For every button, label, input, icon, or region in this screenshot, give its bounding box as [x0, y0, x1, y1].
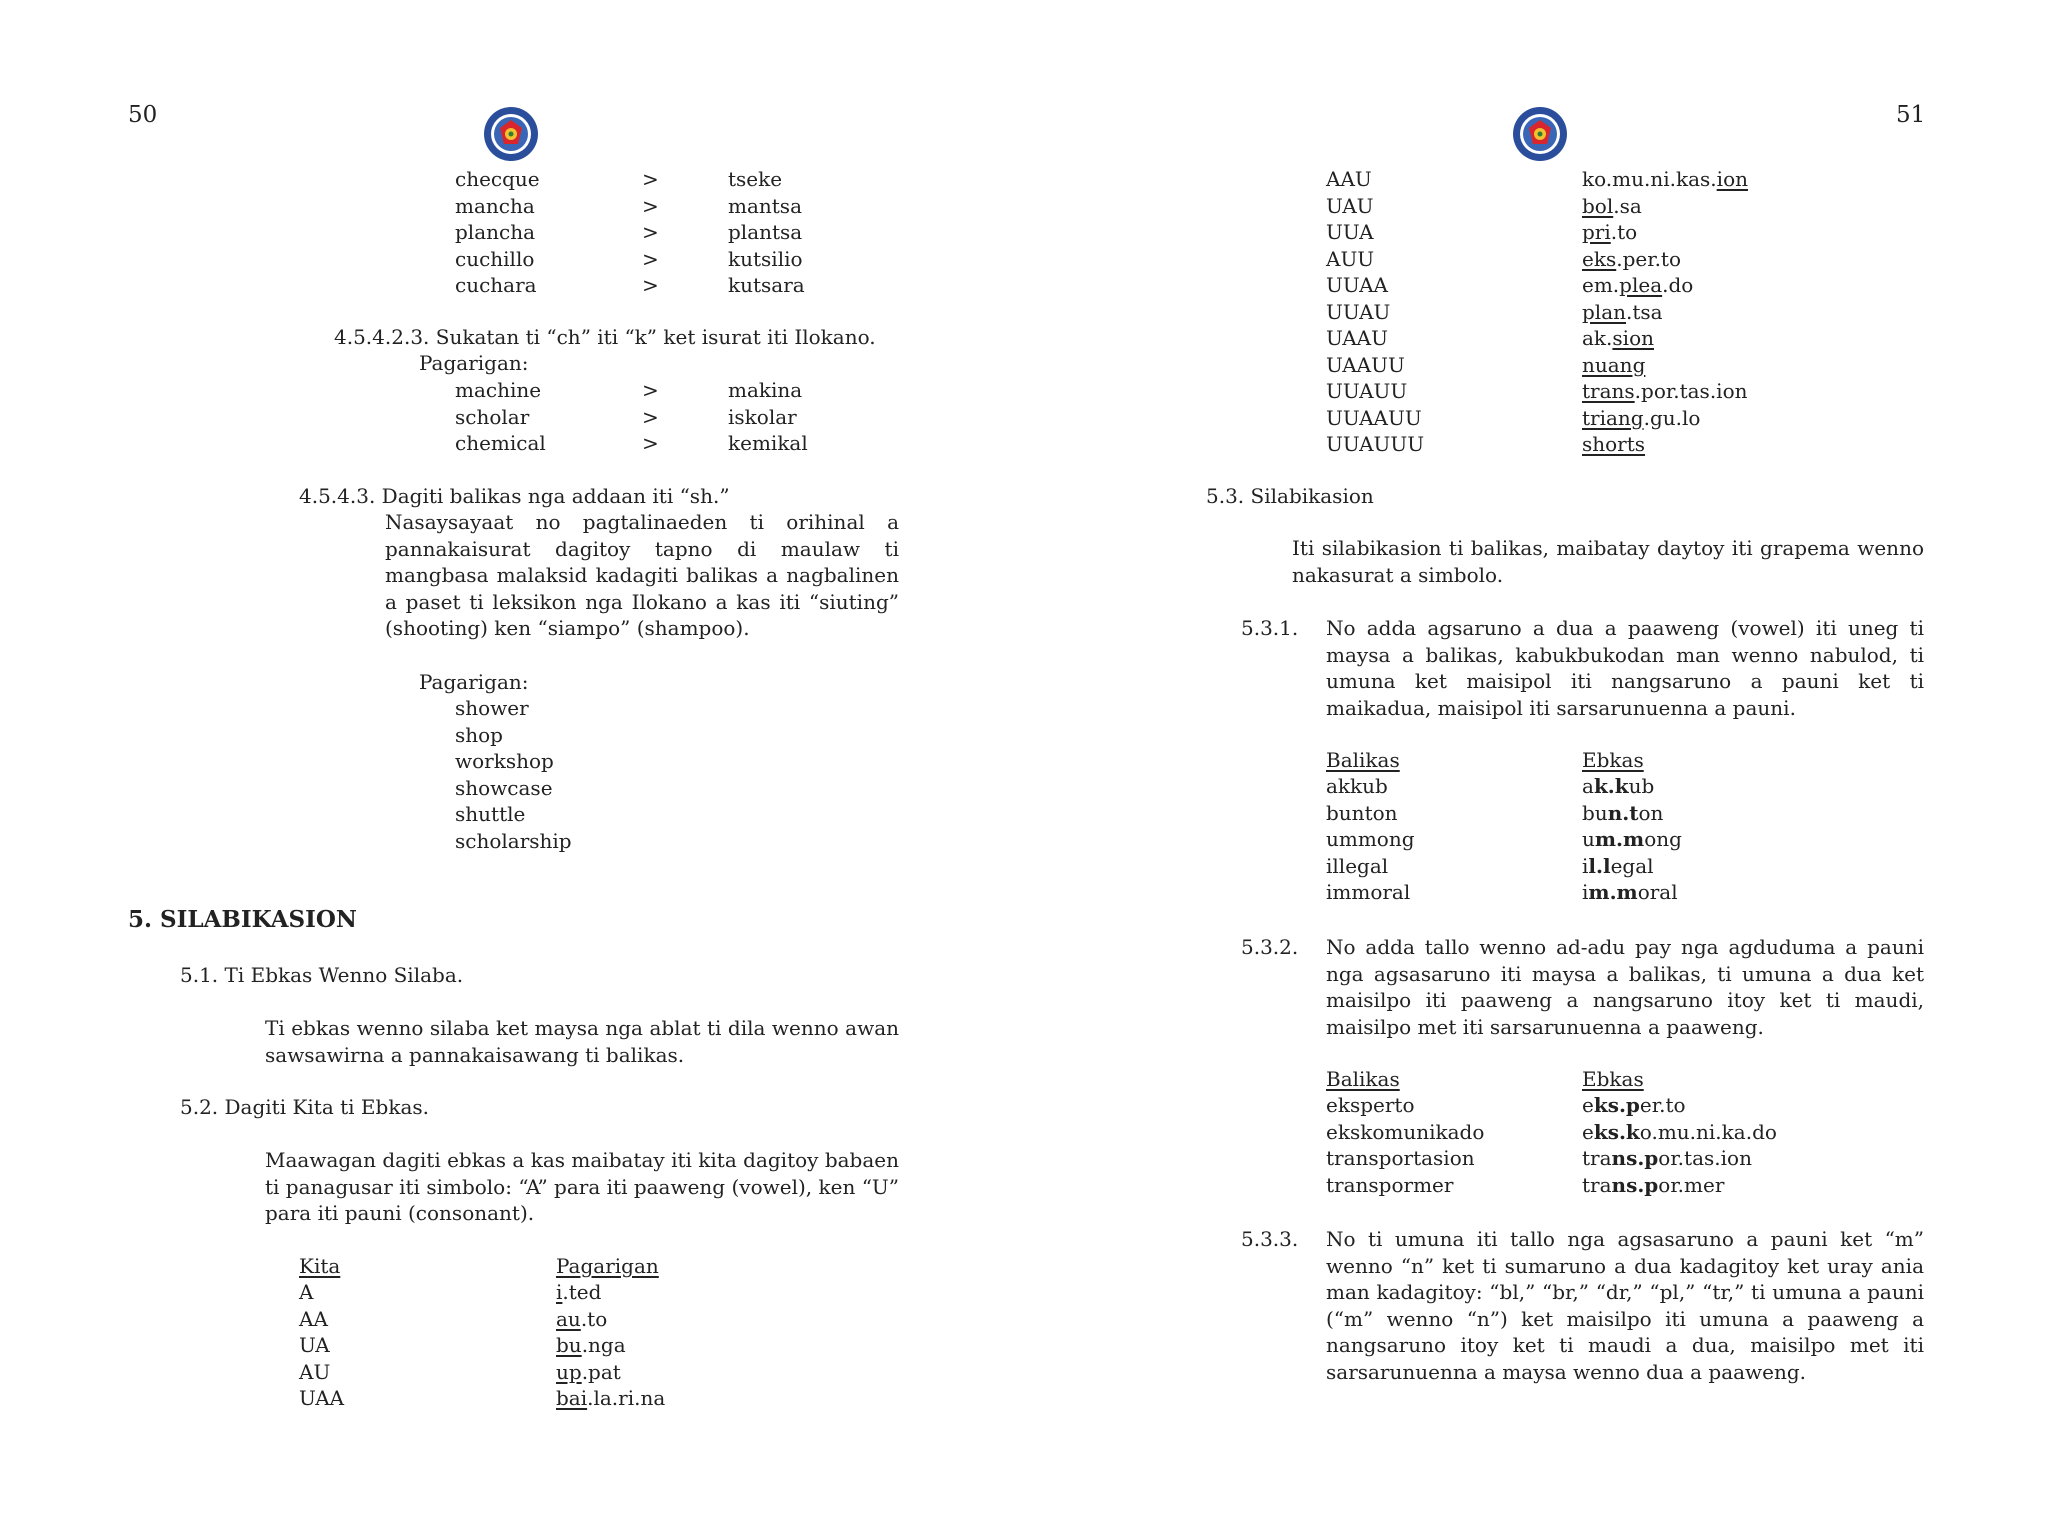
syllable-example — [1582, 378, 1748, 405]
ebkas-boundary: k.k — [1593, 774, 1629, 798]
ebkas-boundary: l.l — [1588, 853, 1611, 878]
syllable-example — [1582, 166, 1748, 193]
ebkas-split — [1582, 879, 1678, 906]
syllable-example — [1582, 246, 1681, 273]
syllable-example — [1582, 325, 1654, 352]
ebkas-suffix: o.mu.ni.ka.do — [1639, 1119, 1777, 1144]
example-rest: .gu.lo — [1643, 405, 1701, 430]
ebkas-suffix: oral — [1637, 880, 1678, 904]
ebkas-suffix: on — [1638, 800, 1664, 825]
example-underlined-syllable: pri — [1582, 220, 1611, 244]
arrow-symbol: > — [642, 220, 659, 244]
ebkas-split — [1582, 1145, 1752, 1172]
syllable-pattern: UAA — [299, 1386, 345, 1410]
ebkas-split — [1582, 1119, 1777, 1146]
rule-4-5-4-3: 4.5.4.3. Dagiti balikas nga addaan iti “sh.” — [299, 484, 730, 508]
ebkas-boundary: m.m — [1588, 880, 1638, 904]
ebkas-suffix: ong — [1644, 827, 1682, 851]
section-5-2-paragraph: Maawagan dagiti ebkas a kas maibatay iti kita dagitoy babaen ti panagusar iti simbolo: “A” para iti paaweng (vowel), ken “U” para iti pauni (consonant). — [265, 1148, 899, 1225]
source-word: machine — [455, 378, 542, 402]
page-number: 50 — [128, 102, 158, 128]
syllable-example — [556, 1332, 626, 1359]
ebkas-split — [1582, 1092, 1686, 1119]
example-underlined-syllable: triang — [1582, 405, 1644, 430]
ebkas-prefix: u — [1582, 827, 1595, 851]
syllable-pattern: UAU — [1326, 193, 1374, 218]
section-5-3-3-number: 5.3.3. — [1241, 1227, 1299, 1251]
example-rest: .pat — [581, 1359, 621, 1384]
balikas-header: Balikas — [1326, 1067, 1400, 1091]
example-underlined-syllable: ion — [1716, 167, 1748, 191]
example-underlined-syllable: eks — [1582, 246, 1617, 271]
balikas-word: ummong — [1326, 827, 1415, 851]
balikas-word: immoral — [1326, 880, 1411, 904]
ebkas-header: Ebkas — [1582, 748, 1644, 772]
ebkas-suffix: or.tas.ion — [1658, 1146, 1752, 1170]
ilokano-word: mantsa — [728, 193, 802, 218]
example-word: shuttle — [455, 802, 526, 826]
syllable-example — [1582, 352, 1645, 379]
example-word: scholarship — [455, 828, 572, 853]
example-underlined-syllable: bol — [1582, 193, 1614, 218]
example-prefix: ak. — [1582, 326, 1613, 350]
ebkas-boundary: m.m — [1594, 827, 1645, 851]
example-underlined-syllable: plea — [1619, 273, 1663, 297]
arrow-symbol: > — [642, 378, 659, 402]
section-5-3-3-paragraph: No ti umuna iti tallo nga agsasaruno a pauni ket “m” wenno “n” ket ti sumaruno a dua kadagitoy ket uray ania man kadagitoy: “bl,” “br,” “dr,” “pl,” “tr,” ti umuna a pauni (“m” wenno “n”) ket maisilpo iti umuna a paaweng a nangsaruno itoy ket ti maudi a dua, maisilpo met iti sarsarunuenna a maysa wenno dua a paaweng. — [1326, 1227, 1924, 1384]
source-word: cuchara — [455, 273, 537, 297]
example-word: shower — [455, 696, 529, 720]
ebkas-boundary: ks.k — [1593, 1119, 1640, 1144]
ebkas-split — [1582, 800, 1663, 827]
page-number: 51 — [1896, 102, 1926, 128]
source-word: plancha — [455, 220, 536, 244]
section-5-3-1-paragraph: No adda agsaruno a dua a paaweng (vowel) iti uneg ti maysa a balikas, kabukbukodan man wenno nabulod, ti umuna ket maisipol iti nangsaruno a pauni ket ti maikadua, maisipol iti sarsarunuenna a pauni. — [1326, 616, 1924, 720]
example-underlined-syllable: up — [556, 1359, 582, 1384]
example-rest: .la.ri.na — [587, 1386, 666, 1410]
example-rest: .sa — [1613, 193, 1642, 218]
example-underlined-syllable: trans — [1582, 379, 1635, 403]
balikas-header: Balikas — [1326, 748, 1400, 772]
syllable-pattern: UA — [299, 1333, 330, 1357]
syllable-example — [1582, 193, 1642, 220]
section-5-1-paragraph: Ti ebkas wenno silaba ket maysa nga ablat ti dila wenno awan sawsawirna a pannakaisawang ti balikas. — [265, 1016, 899, 1067]
pagarigan-label: Pagarigan: — [419, 351, 529, 375]
syllable-example — [1582, 431, 1645, 458]
example-rest: .nga — [581, 1333, 626, 1357]
syllable-pattern: A — [299, 1280, 314, 1304]
section-5-heading: 5. SILABIKASION — [128, 906, 357, 933]
example-underlined-syllable: au — [556, 1306, 581, 1331]
syllable-example — [1582, 405, 1700, 432]
syllable-pattern: UAAUU — [1326, 352, 1405, 377]
syllable-pattern: AA — [299, 1306, 328, 1331]
balikas-word: illegal — [1326, 853, 1389, 878]
syllable-example — [556, 1279, 601, 1306]
example-underlined-syllable: nuang — [1582, 352, 1646, 377]
ilokano-word: kutsilio — [728, 246, 803, 271]
section-5-1-title: 5.1. Ti Ebkas Wenno Silaba. — [180, 963, 464, 987]
example-underlined-syllable: bu — [556, 1333, 582, 1357]
example-rest: .per.to — [1616, 246, 1682, 271]
example-prefix: ko.mu.ni.kas. — [1582, 167, 1717, 191]
example-underlined-syllable: bai — [556, 1386, 588, 1410]
pagarigan-label: Pagarigan: — [419, 670, 529, 694]
arrow-symbol: > — [642, 246, 659, 271]
ebkas-suffix: ub — [1628, 774, 1655, 798]
example-underlined-syllable: shorts — [1582, 432, 1646, 456]
arrow-symbol: > — [642, 167, 659, 191]
pagarigan-header: Pagarigan — [556, 1254, 659, 1278]
syllable-example — [556, 1306, 607, 1333]
balikas-word: akkub — [1326, 774, 1388, 798]
ilokano-word: kemikal — [728, 431, 808, 455]
institution-seal-icon — [1512, 106, 1568, 162]
ebkas-prefix: i — [1582, 880, 1589, 904]
ebkas-boundary: ns.p — [1611, 1172, 1659, 1197]
balikas-word: ekskomunikado — [1326, 1119, 1485, 1144]
section-5-3-1-number: 5.3.1. — [1241, 616, 1299, 640]
syllable-pattern: UUAUU — [1326, 379, 1408, 403]
syllable-pattern: AAU — [1326, 167, 1372, 191]
kita-header: Kita — [299, 1254, 341, 1278]
rule-4-5-4-3-paragraph: Nasaysayaat no pagtalinaeden ti orihinal a pannakaisurat dagitoy tapno di maulaw ti mangbasa malaksid kadagiti balikas a nagbalinen a paset ti leksikon nga Ilokano a kas iti “siuting” (shooting) ken “siampo” (shampoo). — [385, 510, 899, 640]
example-prefix: em. — [1582, 273, 1620, 297]
ilokano-word: makina — [728, 378, 803, 402]
section-5-2-title: 5.2. Dagiti Kita ti Ebkas. — [180, 1095, 429, 1119]
ebkas-prefix: i — [1582, 853, 1589, 878]
syllable-example — [1582, 272, 1693, 299]
arrow-symbol: > — [642, 193, 659, 218]
ilokano-word: tseke — [728, 167, 783, 191]
syllable-pattern: UUAAUU — [1326, 405, 1422, 430]
ilokano-word: kutsara — [728, 273, 805, 297]
rule-4-5-4-2-3: 4.5.4.2.3. Sukatan ti “ch” iti “k” ket isurat iti Ilokano. — [334, 325, 876, 349]
example-rest: .ted — [562, 1280, 602, 1304]
example-underlined-syllable: plan — [1582, 299, 1627, 324]
example-rest: .por.tas.ion — [1634, 379, 1748, 403]
syllable-example — [1582, 299, 1663, 326]
syllable-example — [1582, 219, 1637, 246]
example-rest: .to — [580, 1306, 608, 1331]
ilokano-word: plantsa — [728, 220, 803, 244]
syllable-pattern: UUA — [1326, 220, 1374, 244]
section-5-3-paragraph: Iti silabikasion ti balikas, maibatay daytoy iti grapema wenno nakasurat a simbolo. — [1292, 536, 1924, 587]
ebkas-boundary: ks.p — [1593, 1093, 1640, 1117]
source-word: mancha — [455, 193, 535, 218]
ebkas-suffix: er.to — [1639, 1093, 1686, 1117]
syllable-pattern: AUU — [1326, 246, 1375, 271]
syllable-pattern: UUAA — [1326, 273, 1388, 297]
syllable-pattern: UUAU — [1326, 299, 1391, 324]
example-rest: .do — [1662, 273, 1694, 297]
example-rest: .to — [1610, 220, 1638, 244]
ebkas-boundary: ns.p — [1611, 1146, 1659, 1170]
source-word: cuchillo — [455, 246, 535, 271]
ebkas-prefix: bu — [1582, 800, 1608, 825]
syllable-pattern: UUAUUU — [1326, 432, 1425, 456]
ebkas-split — [1582, 826, 1682, 853]
section-5-3-2-number: 5.3.2. — [1241, 935, 1299, 959]
ebkas-split — [1582, 1172, 1724, 1199]
ebkas-boundary: n.t — [1607, 800, 1639, 825]
balikas-word: transpormer — [1326, 1172, 1454, 1197]
example-underlined-syllable: sion — [1612, 326, 1654, 350]
balikas-word: transportasion — [1326, 1146, 1475, 1170]
syllable-pattern: AU — [299, 1359, 331, 1384]
ebkas-suffix: egal — [1610, 853, 1654, 878]
example-word: workshop — [455, 749, 554, 773]
example-word: shop — [455, 722, 503, 747]
example-underlined-syllable: i — [556, 1280, 563, 1304]
balikas-word: eksperto — [1326, 1093, 1415, 1117]
syllable-pattern: UAAU — [1326, 326, 1388, 350]
ilokano-word: iskolar — [728, 404, 797, 429]
ebkas-split — [1582, 853, 1654, 880]
ebkas-header: Ebkas — [1582, 1067, 1644, 1091]
balikas-word: bunton — [1326, 800, 1398, 825]
ebkas-split — [1582, 773, 1654, 800]
example-rest: .tsa — [1626, 299, 1663, 324]
arrow-symbol: > — [642, 431, 659, 455]
arrow-symbol: > — [642, 273, 659, 297]
source-word: scholar — [455, 404, 530, 429]
ebkas-prefix: e — [1582, 1093, 1594, 1117]
section-5-3-2-paragraph: No adda tallo wenno ad-adu pay nga agduduma a pauni nga agsasaruno iti maysa a balikas, ti umuna a dua ket maisilpo iti paaweng a nangsaruno itoy ket ti maudi, maisilpo met iti sarsarunuenna a paaweng. — [1326, 935, 1924, 1039]
ebkas-prefix: tra — [1582, 1172, 1612, 1197]
ebkas-prefix: a — [1582, 774, 1594, 798]
section-5-3-title: 5.3. Silabikasion — [1206, 484, 1374, 508]
example-word: showcase — [455, 775, 553, 800]
arrow-symbol: > — [642, 404, 659, 429]
syllable-example — [556, 1359, 621, 1386]
source-word: checque — [455, 167, 540, 191]
ebkas-prefix: tra — [1582, 1146, 1612, 1170]
ebkas-prefix: e — [1582, 1119, 1594, 1144]
source-word: chemical — [455, 431, 546, 455]
institution-seal-icon — [483, 106, 539, 162]
ebkas-suffix: or.mer — [1658, 1172, 1725, 1197]
syllable-example — [556, 1385, 665, 1412]
